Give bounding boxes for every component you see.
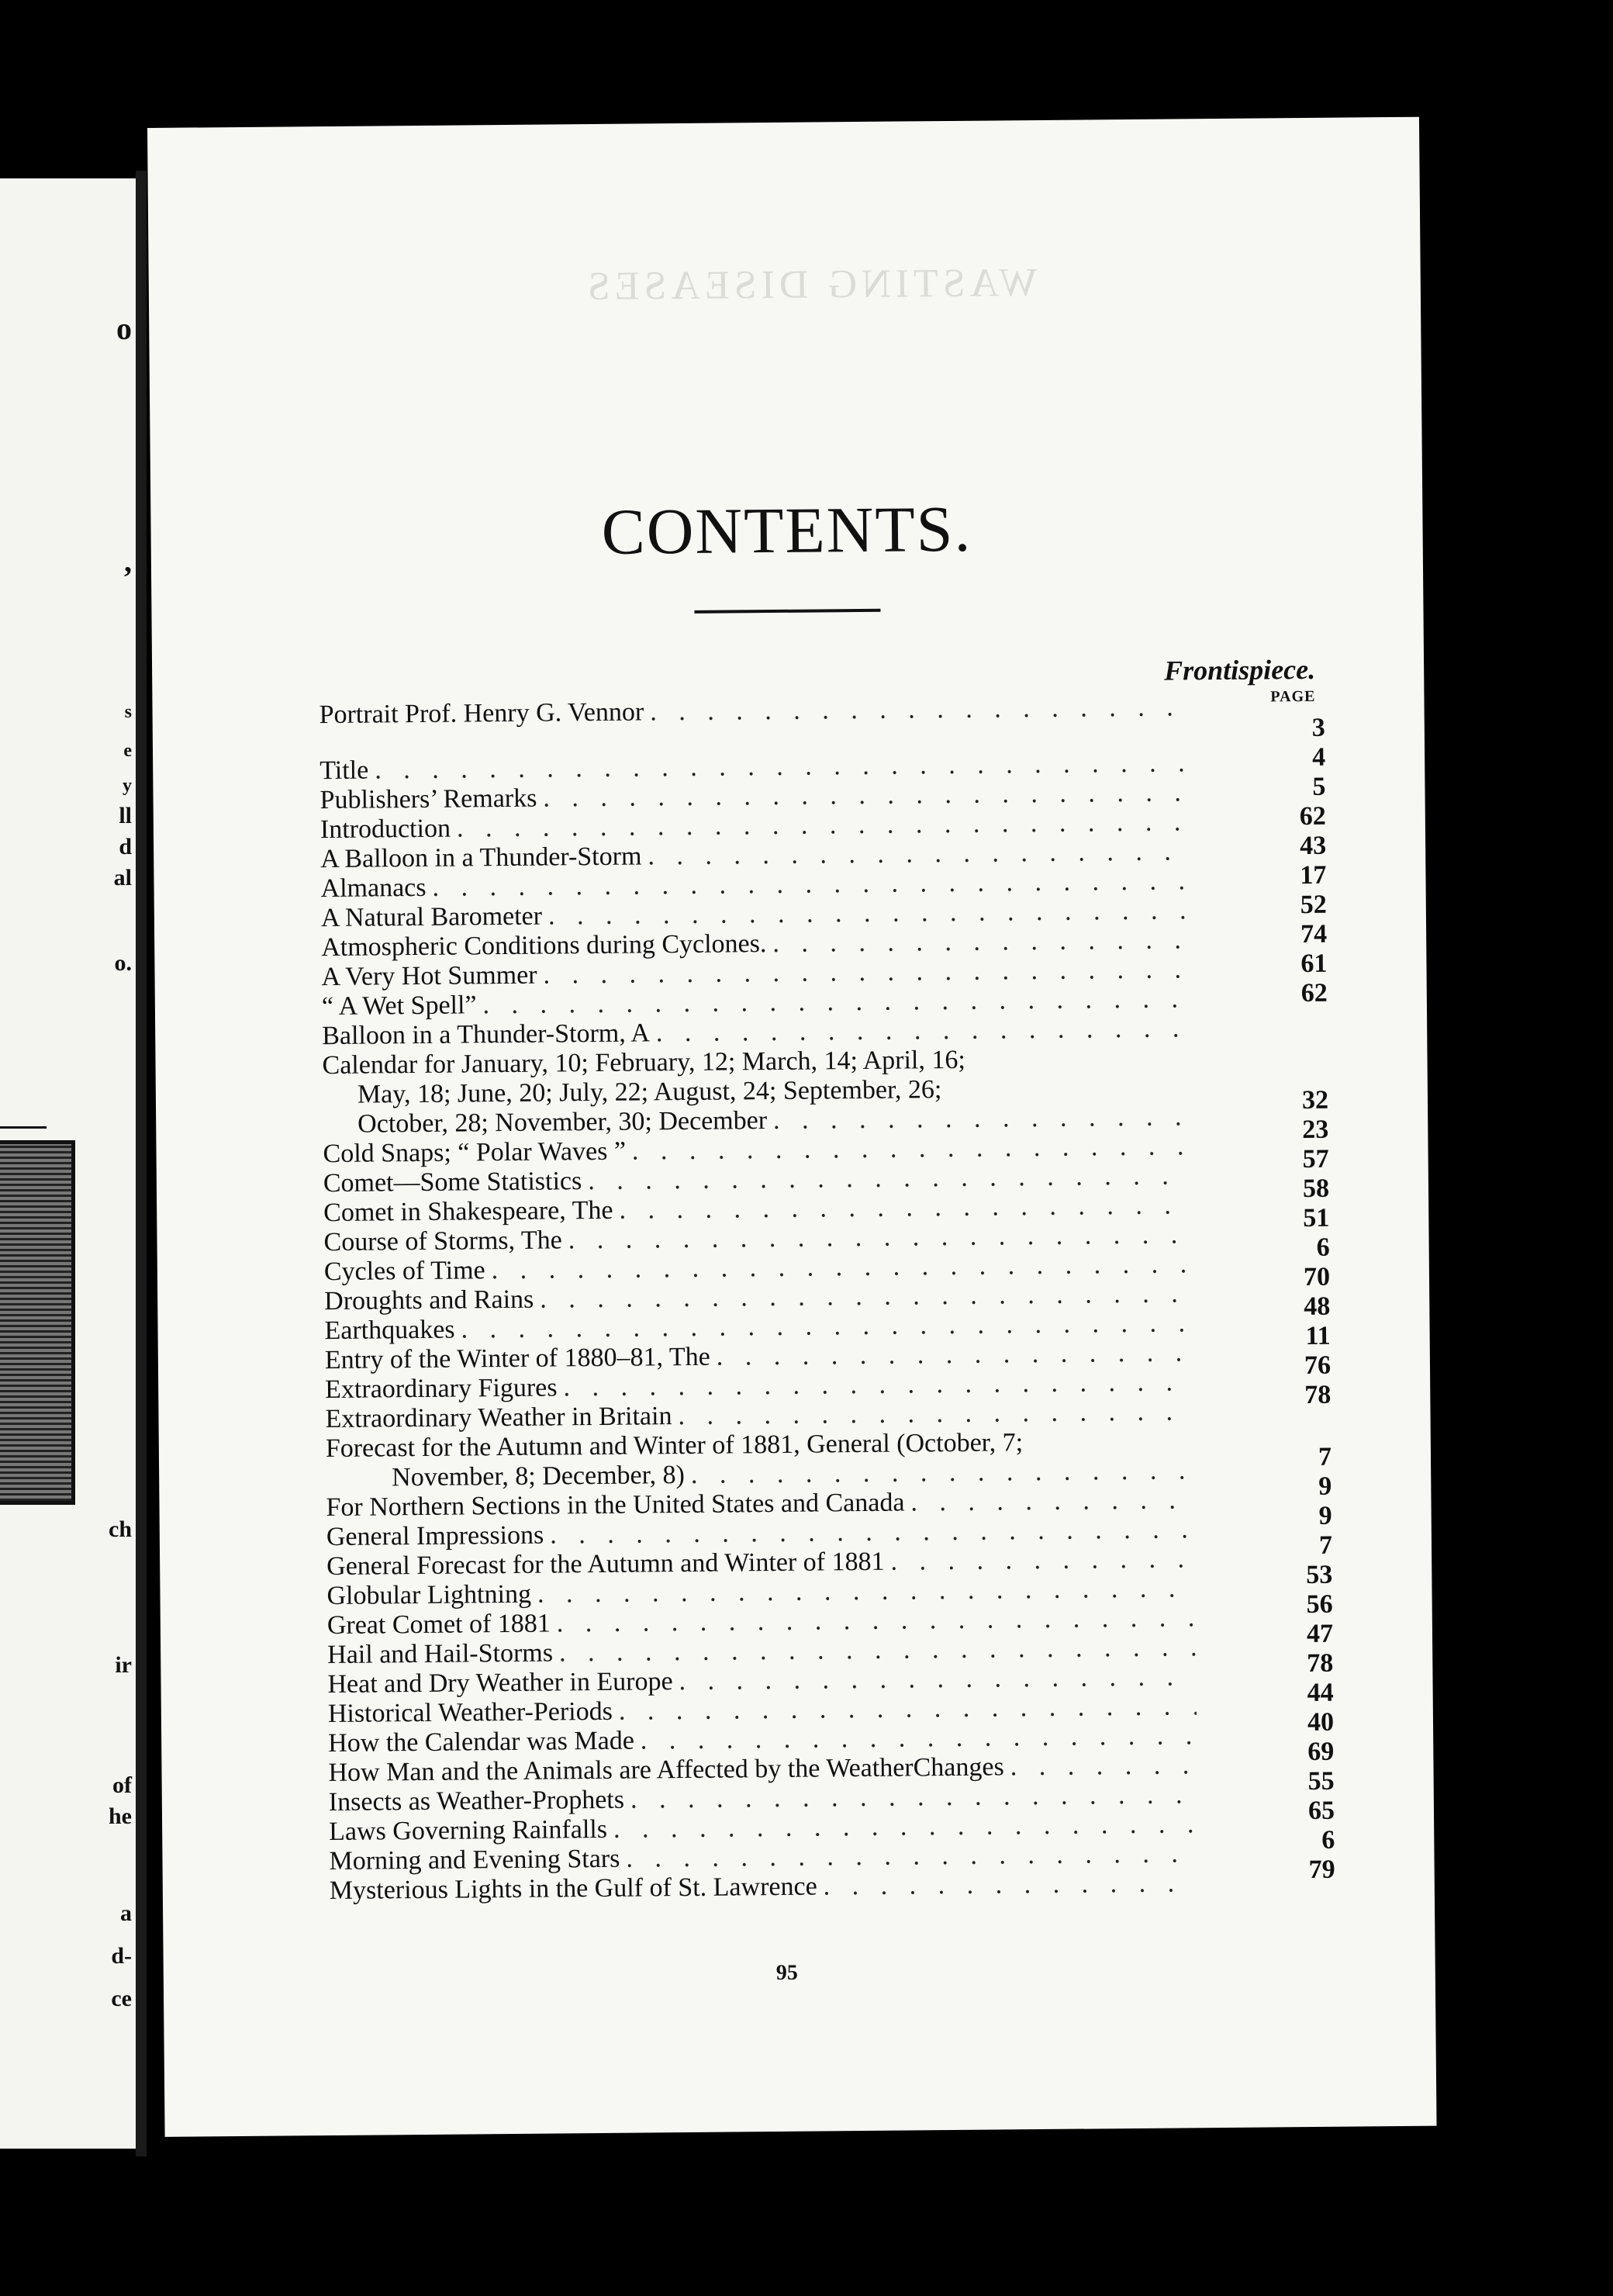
toc-entry-title: Forecast for the Autumn and Winter of 1881, General (October, 7;	[325, 1428, 1024, 1464]
left-text-fragment: d-	[111, 1943, 132, 1969]
toc-entry-title: Earthquakes	[324, 1315, 455, 1346]
toc-entry-title: Extraordinary Figures	[325, 1373, 558, 1405]
left-page-rule	[0, 1126, 47, 1129]
toc-entry-title: November, 8; December, 8)	[392, 1461, 686, 1492]
page-number: 79	[1308, 1855, 1335, 1885]
leader-dots	[910, 1485, 1194, 1517]
toc-entry-title: For Northern Sections in the United States and Canada	[326, 1488, 905, 1523]
toc-entry-title: General Impressions	[326, 1520, 544, 1552]
left-text-fragment: y	[123, 776, 132, 796]
page-number: 65	[1307, 1796, 1335, 1826]
toc-entry-title: Comet in Shakespeare, The	[323, 1195, 613, 1228]
toc-entry-title: Insects as Weather-Prophets	[328, 1785, 625, 1817]
leader-dots	[773, 1102, 1191, 1136]
left-text-fragment: he	[109, 1803, 132, 1829]
page-number: 61	[1300, 949, 1328, 979]
toc-entry-title: How Man and the Animals are Affected by the WeatherChanges	[328, 1752, 1004, 1788]
leader-dots	[679, 1662, 1196, 1696]
page-number: 48	[1304, 1292, 1331, 1322]
leader-dots	[641, 1721, 1197, 1755]
leader-dots	[1010, 1751, 1197, 1782]
frontispiece-label: Frontispiece.	[1163, 653, 1316, 686]
toc-entry-title: How the Calendar was Made	[328, 1726, 634, 1758]
page-number: 40	[1307, 1707, 1335, 1738]
leader-dots	[691, 1456, 1195, 1490]
toc-entry-title: Globular Lightning	[326, 1579, 532, 1611]
toc-entry-title: A Balloon in a Thunder-Storm	[320, 842, 642, 874]
page-number: 43	[1299, 831, 1327, 861]
page-number: 55	[1307, 1766, 1335, 1796]
page-column-label: PAGE	[1270, 687, 1316, 706]
page-number: 58	[1302, 1174, 1330, 1204]
page-number: 69	[1307, 1737, 1335, 1767]
toc-entry-title: Extraordinary Weather in Britain	[325, 1402, 672, 1434]
leader-dots	[630, 1780, 1197, 1814]
toc-entry-title: Cycles of Time	[323, 1256, 485, 1287]
toc-entry-title: Course of Storms, The	[323, 1226, 562, 1257]
page-number: 23	[1302, 1115, 1329, 1145]
leader-dots	[626, 1839, 1197, 1873]
toc-entry-title: Comet—Some Statistics	[323, 1167, 582, 1198]
toc-entry-title: Droughts and Rains	[324, 1285, 534, 1316]
leader-dots	[656, 1014, 1191, 1048]
leader-dots	[619, 1692, 1197, 1726]
toc-entry-title: Heat and Dry Weather in Europe	[327, 1667, 673, 1700]
toc-entry-title: Great Comet of 1881	[326, 1609, 551, 1641]
toc-entry-title: Almanacs	[320, 873, 427, 904]
left-text-fragment: o	[116, 311, 132, 346]
page-number: 57	[1302, 1144, 1329, 1174]
left-text-fragment: ir	[115, 1652, 132, 1678]
book-gutter	[136, 171, 147, 2156]
left-text-fragment: ce	[111, 1986, 132, 2011]
left-text-fragment: of	[112, 1772, 132, 1798]
page-number: 47	[1306, 1619, 1334, 1649]
toc-entry-title: “ A Wet Spell”	[321, 991, 477, 1022]
leader-dots	[619, 1191, 1192, 1225]
page-number: 62	[1300, 978, 1328, 1008]
toc-entry-title: May, 18; June, 20; July, 22; August, 24; September, 26;	[357, 1075, 942, 1109]
page-number: 9	[1318, 1501, 1332, 1530]
page-number: 3	[1311, 713, 1325, 742]
toc-entry-title: Publishers’ Remarks	[319, 783, 537, 815]
left-text-fragment: ch	[109, 1516, 132, 1542]
toc-entry-title: Entry of the Winter of 1880–81, The	[324, 1342, 710, 1375]
left-text-fragment: a	[120, 1900, 132, 1926]
contents-page	[147, 117, 1437, 2137]
left-text-fragment: ,	[124, 544, 132, 579]
page-number: 7	[1318, 1530, 1333, 1560]
left-text-fragment: d	[119, 834, 132, 859]
leader-dots	[650, 693, 1188, 727]
page-number: 7	[1318, 1442, 1332, 1471]
toc-entry-title: A Very Hot Summer	[321, 960, 537, 992]
toc-entry-title: Morning and Evening Stars	[329, 1844, 620, 1876]
left-text-fragment: o.	[114, 950, 132, 976]
toc-entry-title: Laws Governing Rainfalls	[329, 1814, 608, 1847]
page-title: CONTENTS.	[601, 493, 972, 569]
page-number: 62	[1299, 801, 1326, 832]
toc-entry-title: Cold Snaps; “ Polar Waves ”	[323, 1136, 627, 1169]
page-number: 53	[1306, 1560, 1333, 1590]
toc-entry	[319, 693, 1187, 730]
page-number: 52	[1300, 890, 1327, 920]
folio-page-number: 95	[775, 1960, 798, 1986]
left-page-fragment	[0, 178, 138, 2149]
page-number: 74	[1300, 919, 1328, 949]
left-text-fragment: s	[124, 702, 132, 722]
left-text-fragment: al	[113, 865, 132, 890]
toc-entry-title: Calendar for January, 10; February, 12; March, 14; April, 16;	[322, 1045, 966, 1081]
toc-entry-title: Title	[319, 756, 369, 786]
toc-entry-title: A Natural Barometer	[320, 901, 543, 933]
toc-entry-title: Historical Weather-Periods	[327, 1696, 613, 1729]
page-number: 76	[1304, 1350, 1332, 1381]
page-number: 6	[1321, 1825, 1335, 1855]
leader-dots	[648, 837, 1189, 871]
page-number: 11	[1305, 1321, 1331, 1351]
page-number: 6	[1316, 1233, 1330, 1262]
page-number: 44	[1307, 1678, 1334, 1708]
page-number: 51	[1303, 1203, 1330, 1233]
left-text-fragment: ll	[119, 803, 132, 828]
toc-entry-title: Portrait Prof. Henry G. Vennor	[319, 697, 644, 730]
leader-dots	[632, 1132, 1192, 1166]
leader-dots	[717, 1338, 1193, 1371]
leader-dots	[772, 925, 1190, 959]
bleed-through-text: WASTING DISEASES	[582, 260, 1038, 309]
toc-entry-title: Hail and Hail-Storms	[327, 1638, 554, 1670]
page-number: 70	[1303, 1262, 1331, 1292]
page-number: 56	[1306, 1589, 1333, 1620]
toc-entry-title: Atmospheric Conditions during Cyclones.	[321, 929, 767, 963]
leader-dots	[890, 1544, 1195, 1576]
page-number: 17	[1300, 860, 1327, 890]
toc-entry-title: General Forecast for the Autumn and Winter of 1881	[326, 1547, 885, 1582]
leader-dots	[678, 1397, 1193, 1431]
toc-entry-title: Introduction	[319, 814, 451, 845]
toc-entry-title: October, 28; November, 30; December	[357, 1106, 768, 1139]
page-number: 32	[1301, 1085, 1329, 1115]
left-page-engraving	[0, 1140, 75, 1505]
table-of-contents	[147, 117, 1437, 2137]
page-number: 78	[1307, 1648, 1334, 1679]
leader-dots	[613, 1810, 1197, 1845]
page-number: 4	[1311, 742, 1326, 772]
page-number: 9	[1318, 1471, 1332, 1501]
toc-entry-title: Mysterious Lights in the Gulf of St. Lawrence	[329, 1872, 817, 1906]
left-text-fragment: e	[123, 741, 132, 761]
page-number: 78	[1304, 1380, 1332, 1410]
leader-dots	[824, 1869, 1198, 1901]
page-number: 5	[1312, 772, 1326, 801]
toc-entry-title: Balloon in a Thunder-Storm, A	[322, 1018, 651, 1051]
